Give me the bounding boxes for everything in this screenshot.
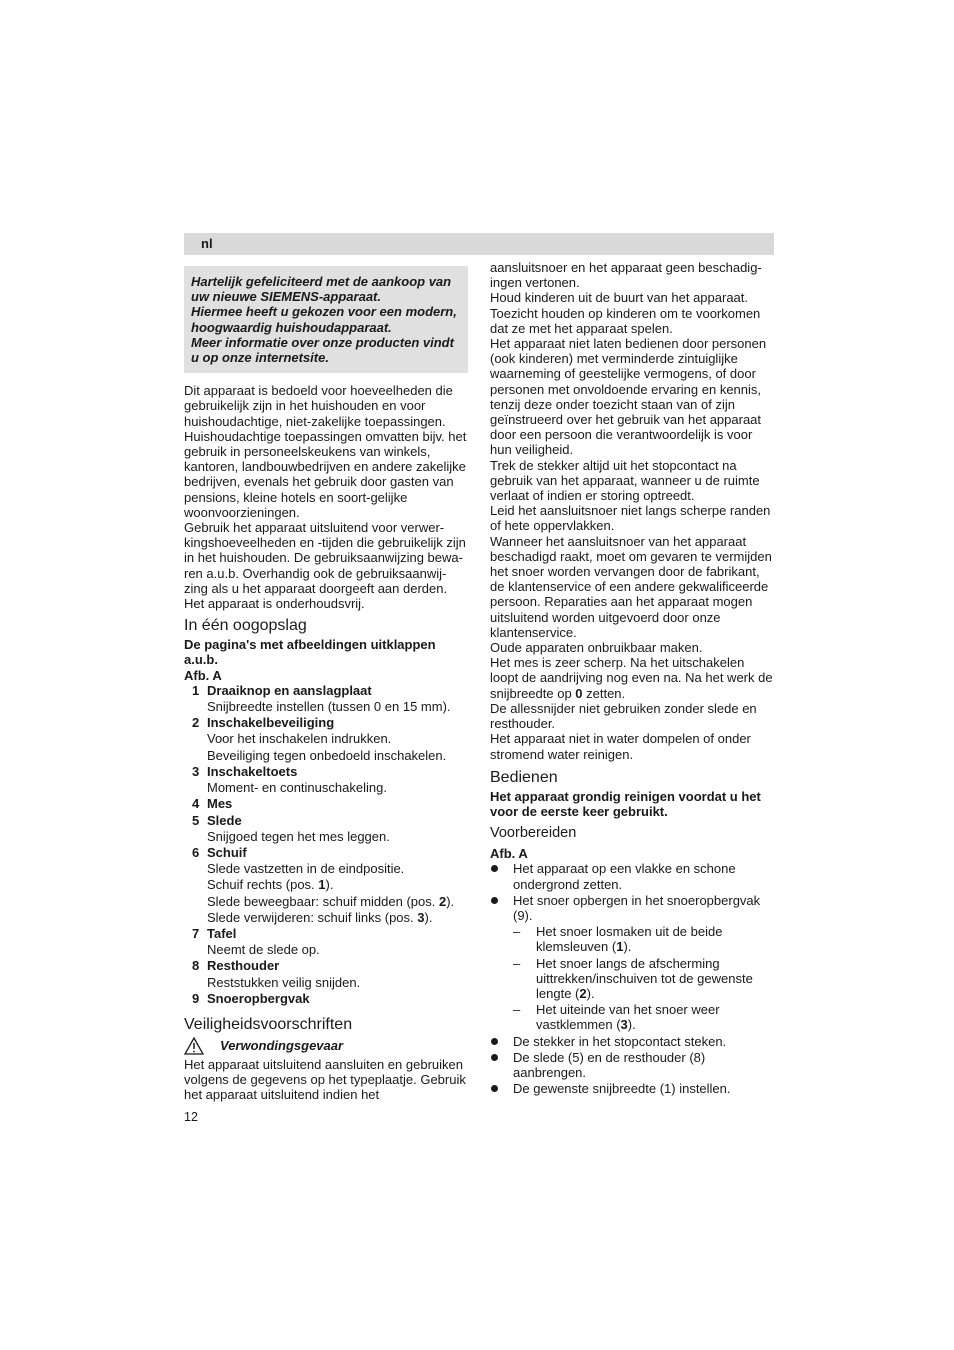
part-number: 9 (192, 990, 200, 1006)
bullet-icon (491, 1085, 498, 1092)
part-name: Resthouder (207, 958, 280, 974)
cord-substeps (513, 924, 774, 1032)
intro-box (184, 266, 468, 373)
part-item (184, 813, 468, 844)
overview-figure-ref: Afb. A (184, 667, 222, 683)
part-description: Snijgoed tegen het mes leggen. (207, 828, 390, 844)
safety-text-2: Houd kinderen uit de buurt van het apparaat. (490, 290, 749, 306)
list-item: – Het uiteinde van het snoer weer vastklemmen (3). (513, 1002, 720, 1033)
part-description: Reststukken veilig snijden. (207, 974, 361, 990)
part-item (184, 926, 468, 957)
list-item: Het apparaat op een vlakke en schone ondergrond zetten. (490, 861, 774, 891)
part-item (184, 796, 468, 811)
safety-text-5: Trek de stekker altijd uit het stopcontact na gebruik van het apparaat, wanneer u de ruimte verlaat of indien er storing optreedt. (490, 457, 760, 504)
part-description: Schuif rechts (pos. 1). (207, 877, 334, 893)
part-item (184, 845, 468, 925)
part-item (184, 764, 468, 795)
safety-text-8: Oude apparaten onbruikbaar maken. (490, 640, 703, 656)
part-number: 3 (192, 763, 200, 779)
overview-note: De pagina's met afbeeldingen uitklappen a.u.b. (184, 637, 436, 668)
part-description: Slede vastzetten in de eindpositie. (207, 861, 405, 877)
section-title-overview: In één oogopslag (184, 617, 307, 635)
part-item (184, 991, 468, 1006)
intro-paragraph-3: Het apparaat is onderhoudsvrij. (184, 596, 365, 612)
part-description: Slede verwijderen: schuif links (pos. 3). (207, 909, 433, 925)
parts-list (184, 683, 468, 1006)
safety-text-6: Leid het aansluitsnoer niet langs scherpe randen of hete oppervlakken. (490, 503, 771, 534)
prepare-figure-ref: Afb. A (490, 846, 528, 862)
safety-text-10: De allessnijder niet gebruiken zonder slede en resthouder. (490, 700, 757, 732)
list-item: De gewenste snijbreedte (1) instellen. (490, 1081, 774, 1096)
part-number: 7 (192, 925, 200, 941)
part-description: Moment- en continuschakeling. (207, 780, 387, 796)
part-description: Snijbreedte instellen (tussen 0 en 15 mm). (207, 699, 451, 715)
list-item: De slede (5) en de resthouder (8) aanbrengen. (490, 1050, 774, 1080)
part-number: 2 (192, 715, 200, 731)
part-number: 8 (192, 958, 200, 974)
safety-text-11: Het apparaat niet in water dompelen of onder stromend water reinigen. (490, 731, 751, 762)
part-item (184, 958, 468, 989)
part-description: Beveiliging tegen onbedoeld inschakelen. (207, 747, 447, 763)
page-number: 12 (184, 1110, 198, 1124)
part-name: Tafel (207, 925, 237, 941)
prepare-steps (490, 861, 774, 1096)
section-title-safety: Veiligheidsvoorschriften (184, 1015, 353, 1033)
part-name: Slede (207, 812, 242, 828)
intro-paragraph-1: Dit apparaat is bedoeld voor hoeveelheden die gebruikelijk zijn in het huishouden en voor huishoudachtige, niet-zakelijke toepassingen. Huishoudachtige toepassingen omvatten bijv. het gebruik in personeelskeukens van winkels, kantoren, landbouwbedrijven en andere zakelijke bedrijven, evenals het gebruik door gasten van pensions, kleine hotels en soort-gelijke woonvoorzieningen. (184, 383, 467, 520)
list-item: – Het snoer langs de afscherming uittrekken/inschuiven tot de gewenste lengte (2). (513, 955, 753, 1001)
part-description: Voor het inschakelen indrukken. (207, 731, 392, 747)
bullet-icon (491, 1038, 498, 1045)
part-description: Slede beweegbaar: schuif midden (pos. 2). (207, 893, 455, 909)
part-name: Snoeropbergvak (207, 990, 310, 1006)
operate-note: Het apparaat grondig reinigen voordat u het voor de eerste keer gebruikt. (490, 788, 761, 819)
list-item: De stekker in het stopcontact steken. (490, 1034, 774, 1049)
safety-text-9: Het mes is zeer scherp. Na het uitschakelen loopt de aandrijving nog even na. Na het werk de snijbreedte op 0 zetten. (490, 655, 773, 701)
part-number: 6 (192, 844, 200, 860)
warning-triangle-icon (184, 1037, 204, 1055)
right-column (490, 260, 774, 1097)
part-name: Mes (207, 796, 233, 812)
safety-paragraph: Het apparaat uitsluitend aansluiten en gebruiken volgens de gegevens op het typeplaatje. Gebruik het apparaat uitsluitend indien het (184, 1056, 466, 1103)
section-title-operate: Bedienen (490, 768, 558, 786)
language-bar (184, 233, 774, 255)
safety-text-7: Wanneer het aansluitsnoer van het apparaat beschadigd raakt, moet om gevaren te vermijden het snoer worden vervangen door de fabrikant, de klantenservice of een andere gekwalificeerde persoon. Reparaties aan het apparaat mogen uitsluitend worden uitgevoerd door onze klantenservice. (490, 533, 772, 640)
left-column (184, 262, 468, 1103)
intro-line-3: Meer informatie over onze producten vindt u op onze internetsite. (191, 334, 454, 366)
warning-label: Verwondingsgevaar (220, 1038, 344, 1054)
part-name: Inschakeltoets (207, 763, 298, 779)
bullet-icon (491, 897, 498, 904)
subsection-title-prepare: Voorbereiden (490, 825, 577, 842)
bullet-icon (491, 1054, 498, 1061)
part-name: Schuif (207, 844, 247, 860)
list-item: Het snoer opbergen in het snoeropbergvak (9). – Het snoer losmaken uit de beide klemsleuven (1). – Het snoer langs de afscherming uittrekken/inschuiven tot de gewenste lengte (2). – Het uiteinde van het snoer weer vastklemmen (3). (490, 893, 774, 1033)
part-description: Neemt de slede op. (207, 942, 320, 958)
part-name: Draaiknop en aanslagplaat (207, 682, 372, 698)
part-item (184, 715, 468, 763)
part-number: 1 (192, 682, 200, 698)
safety-text-3: Toezicht houden op kinderen om te voorkomen dat ze met het apparaat spelen. (490, 305, 761, 336)
part-number: 5 (192, 812, 200, 828)
warning-row (184, 1037, 468, 1055)
safety-text-4: Het apparaat niet laten bedienen door personen (ook kinderen) met verminderde zintuiglijke waarneming of geestelijke vermogens, of door personen met onvoldoende ervaring en kennis, tenzij deze onder toezicht staan van of zijn geïnstrueerd over het gebruik van het apparaat door een persoon die verantwoordelijk is voor hun veiligheid. (490, 336, 767, 458)
intro-line-1: Hartelijk gefeliciteerd met de aankoop van uw nieuwe SIEMENS-apparaat. (191, 274, 452, 305)
list-item: – Het snoer losmaken uit de beide klemsleuven (1). (513, 924, 723, 955)
language-label: nl (201, 236, 213, 251)
intro-paragraph-2: Gebruik het apparaat uitsluitend voor verwer-kingshoeveelheden en -tijden die gebruikelijk zijn in het huishouden. De gebruiksaanwijzing bewa-ren a.u.b. Overhandig ook de gebruiksaanwij-zing als u het apparaat doorgeeft aan derden. (184, 520, 466, 596)
intro-line-2: Hiermee heeft u gekozen voor een modern, hoogwaardig huishoudapparaat. (191, 304, 457, 335)
part-number: 4 (192, 796, 200, 812)
part-item (184, 683, 468, 714)
part-name: Inschakelbeveiliging (207, 715, 335, 731)
safety-text-1: aansluitsnoer en het apparaat geen beschadig-ingen vertonen. (490, 260, 762, 291)
bullet-icon (491, 865, 498, 872)
